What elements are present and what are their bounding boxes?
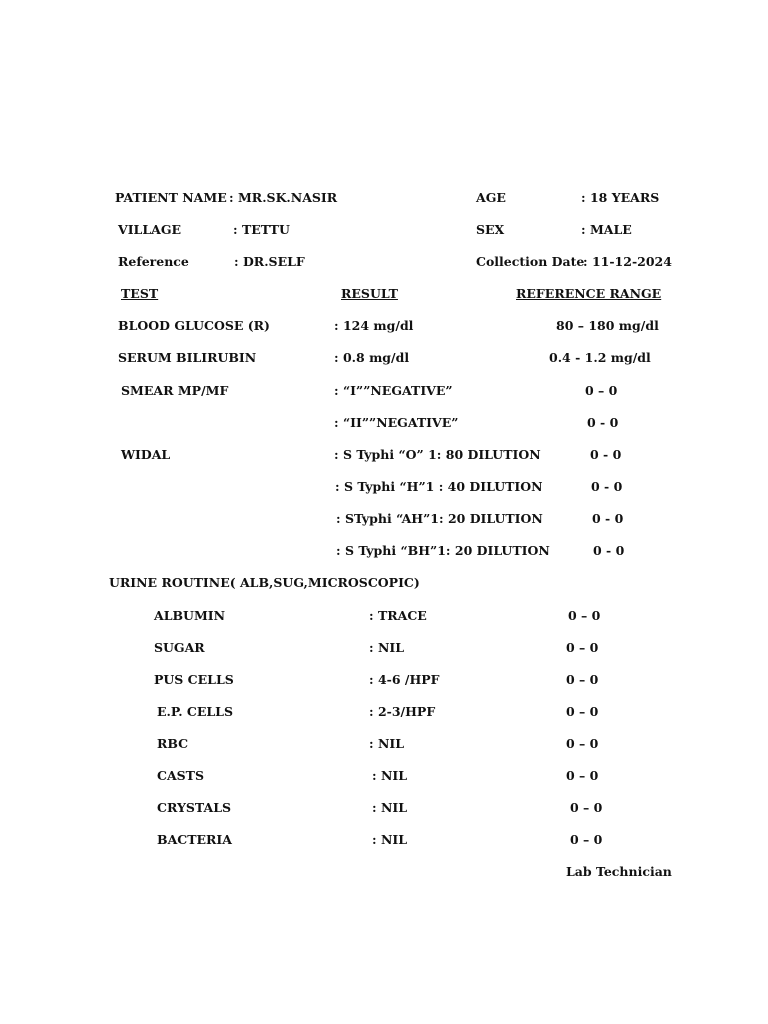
test-result: : STyphi “AH”1: 20 DILUTION xyxy=(336,511,543,526)
urine-test-result: : NIL xyxy=(369,736,405,751)
test-result: : 124 mg/dl xyxy=(334,318,414,333)
test-name: SERUM BILIRUBIN xyxy=(118,350,257,365)
test-range: 0 - 0 xyxy=(591,479,623,494)
header-reference-range: REFERENCE RANGE xyxy=(516,286,662,301)
urine-test-range: 0 – 0 xyxy=(566,672,599,687)
urine-test-name: PUS CELLS xyxy=(154,672,234,687)
urine-test-result: : TRACE xyxy=(369,608,427,623)
test-name: BLOOD GLUCOSE (R) xyxy=(118,318,270,333)
urine-test-name: E.P. CELLS xyxy=(157,704,233,719)
urine-test-name: CASTS xyxy=(157,768,205,783)
test-range: 0 - 0 xyxy=(592,511,624,526)
test-name: SMEAR MP/MF xyxy=(121,383,229,398)
urine-test-range: 0 – 0 xyxy=(570,800,603,815)
header-test: TEST xyxy=(121,286,159,301)
sex-value: : MALE xyxy=(581,222,632,237)
collection-date-label: Collection Date xyxy=(476,254,585,269)
village-value: : TETTU xyxy=(233,222,290,237)
test-result: : S Typhi “BH”1: 20 DILUTION xyxy=(336,543,550,558)
test-range: 0 - 0 xyxy=(590,447,622,462)
lab-technician-signature-label: Lab Technician xyxy=(566,864,672,879)
urine-test-range: 0 – 0 xyxy=(570,832,603,847)
village-label: VILLAGE xyxy=(118,222,182,237)
urine-test-result: : NIL xyxy=(369,640,405,655)
test-result: : S Typhi “H”1 : 40 DILUTION xyxy=(335,479,543,494)
test-range: 0 – 0 xyxy=(585,383,618,398)
test-range: 0 - 0 xyxy=(587,415,619,430)
urine-section-title: URINE ROUTINE( ALB,SUG,MICROSCOPIC) xyxy=(109,575,420,590)
urine-test-range: 0 – 0 xyxy=(568,608,601,623)
urine-test-name: CRYSTALS xyxy=(157,800,232,815)
test-range: 80 – 180 mg/dl xyxy=(556,318,659,333)
urine-test-range: 0 – 0 xyxy=(566,736,599,751)
urine-test-range: 0 – 0 xyxy=(566,704,599,719)
test-range: 0.4 - 1.2 mg/dl xyxy=(549,350,651,365)
header-result: RESULT xyxy=(341,286,398,301)
urine-test-name: RBC xyxy=(157,736,189,751)
test-result: : 0.8 mg/dl xyxy=(334,350,410,365)
test-result: : S Typhi “O” 1: 80 DILUTION xyxy=(334,447,541,462)
test-result: : “II””NEGATIVE” xyxy=(334,415,459,430)
sex-label: SEX xyxy=(476,222,505,237)
test-result: : “I””NEGATIVE” xyxy=(334,383,453,398)
urine-test-result: : NIL xyxy=(372,768,408,783)
urine-test-name: ALBUMIN xyxy=(154,608,226,623)
patient-name-value: : MR.SK.NASIR xyxy=(229,190,338,205)
urine-test-range: 0 – 0 xyxy=(566,768,599,783)
urine-test-result: : NIL xyxy=(372,832,408,847)
urine-test-result: : 4-6 /HPF xyxy=(369,672,440,687)
test-range: 0 - 0 xyxy=(593,543,625,558)
reference-label: Reference xyxy=(118,254,189,269)
test-name: WIDAL xyxy=(121,447,171,462)
urine-test-result: : 2-3/HPF xyxy=(369,704,436,719)
urine-test-name: SUGAR xyxy=(154,640,205,655)
urine-test-result: : NIL xyxy=(372,800,408,815)
age-value: : 18 YEARS xyxy=(581,190,660,205)
collection-date-value: : 11-12-2024 xyxy=(583,254,672,269)
urine-test-range: 0 – 0 xyxy=(566,640,599,655)
age-label: AGE xyxy=(476,190,506,205)
patient-name-label: PATIENT NAME xyxy=(115,190,227,205)
urine-test-name: BACTERIA xyxy=(157,832,232,847)
reference-value: : DR.SELF xyxy=(234,254,305,269)
